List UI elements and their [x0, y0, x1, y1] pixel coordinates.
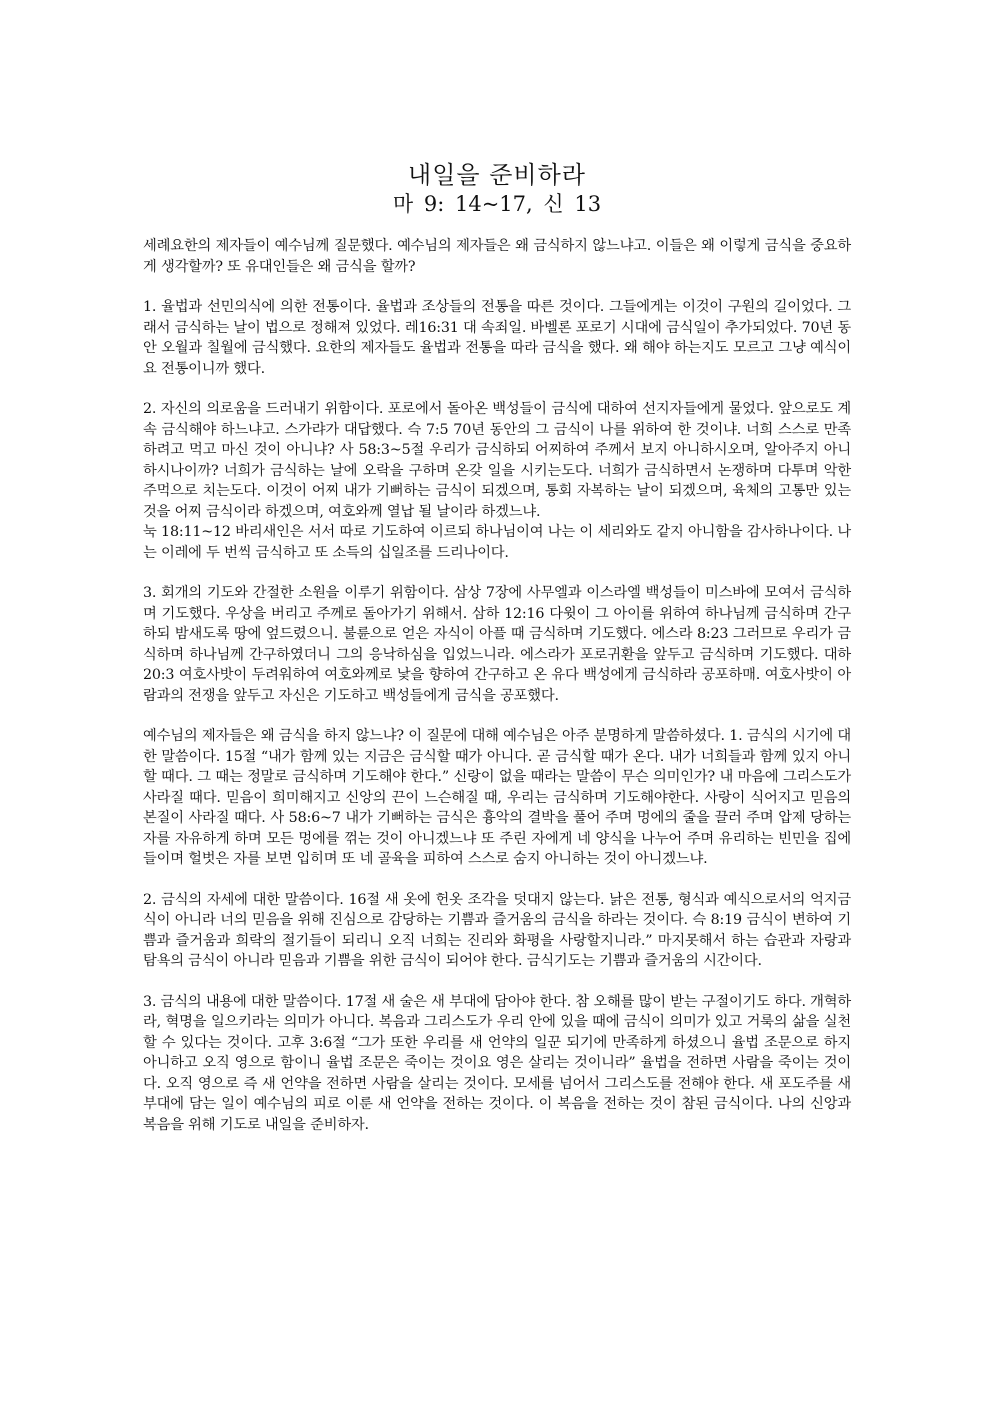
paragraph-intro: [143, 236, 851, 277]
paragraph-text: 1. 율법과 선민의식에 의한 전통이다. 율법과 조상들의 전통을 따른 것이다. 그들에게는 이것이 구원의 길이었다. 그래서 금식하는 날이 법으로 정해져 있었다. 레16:31 대 속죄일. 바벨론 포로기 시대에 금식일이 추가되었다. 70년 동안 오월과 칠월에 금식했다. 요한의 제자들도 율법과 전통을 따라 금식을 했다. 왜 해야 하는지도 모르고 그냥 예식이요 전통이니까 했다.: [143, 299, 851, 377]
paragraph-point-2: [143, 399, 851, 563]
paragraph-answer-3: [143, 992, 851, 1136]
paragraph-point-3: [143, 583, 851, 706]
paragraph-text: 눅 18:11~12 바리새인은 서서 따로 기도하여 이르되 하나님이여 나는 이 세리와도 같지 아니함을 감사하나이다. 나는 이레에 두 번씩 금식하고 또 소득의 십일조를 드리나이다.: [143, 524, 851, 561]
scripture-reference: 마 9: 14~17, 신 13: [392, 192, 602, 216]
paragraph-text: 세례요한의 제자들이 예수님께 질문했다. 예수님의 제자들은 왜 금식하지 않느냐고. 이들은 왜 이렇게 금식을 중요하게 생각할까? 또 유대인들은 왜 금식을 할까?: [143, 238, 851, 275]
paragraph-text: 2. 금식의 자세에 대한 말씀이다. 16절 새 옷에 헌옷 조각을 덧대지 않는다. 낡은 전통, 형식과 예식으로서의 억지금식이 아니라 너의 믿음을 위해 진심으로 감당하는 기쁨과 즐거움의 금식을 하라는 것이다. 슥 8:19 금식이 변하여 기쁨과 즐거움과 희락의 절기들이 되리니 오직 너희는 진리와 화평을 사랑할지니라.” 마지못해서 하는 습관과 자랑과 탐욕의 금식이 아니라 믿음과 기쁨을 위한 금식이 되어야 한다. 금식기도는 기쁨과 즐거움의 시간이다.: [143, 891, 851, 969]
paragraph-text: 2. 자신의 의로움을 드러내기 위함이다. 포로에서 돌아온 백성들이 금식에 대하여 선지자들에게 물었다. 앞으로도 계속 금식해야 하느냐고. 스가랴가 대답했다. 슥 7:5 70년 동안의 그 금식이 나를 위하여 한 것이냐. 너희 스스로 만족하려고 먹고 마신 것이 아니냐? 사 58:3~5절 우리가 금식하되 어찌하여 주께서 보지 아니하시오며, 알아주지 아니하시나이까? 너희가 금식하는 날에 오락을 구하며 온갖 일을 시키는도다. 너희가 금식하면서 논쟁하며 다투며 악한 주먹으로 치는도다. 이것이 어찌 내가 기뻐하는 금식이 되겠으며, 통회 자복하는 날이 되겠으며, 육체의 고통만 있는 것을 어찌 금식이라 하겠으며, 여호와께 열납 될 날이라 하겠느냐.: [143, 401, 851, 520]
paragraph-answer-2: [143, 890, 851, 972]
paragraph-text: 3. 금식의 내용에 대한 말씀이다. 17절 새 술은 새 부대에 담아야 한다. 참 오해를 많이 받는 구절이기도 하다. 개혁하라, 혁명을 일으키라는 의미가 아니다. 복음과 그리스도가 우리 안에 있을 때에 금식이 의미가 있고 거룩의 삶을 실천할 수 있다는 것이다. 고후 3:6절 “그가 또한 우리를 새 언약의 일꾼 되기에 만족하게 하셨으니 율법 조문으로 하지 아니하고 오직 영으로 함이니 율법 조문은 죽이는 것이요 영은 살리는 것이니라” 율법을 전하면 사람을 죽이는 것이다. 오직 영으로 즉 새 언약을 전하면 사람을 살리는 것이다. 모세를 넘어서 그리스도를 전해야 한다. 새 포도주를 새 부대에 담는 일이 예수님의 피로 이룬 새 언약을 전하는 것이다. 이 복음을 전하는 것이 참된 금식이다. 나의 신앙과 복음을 위해 기도로 내일을 준비하자.: [143, 993, 851, 1133]
paragraph-text: 3. 회개의 기도와 간절한 소원을 이루기 위함이다. 삼상 7장에 사무엘과 이스라엘 백성들이 미스바에 모여서 금식하며 기도했다. 우상을 버리고 주께로 돌아가기 위해서. 삼하 12:16 다윗이 그 아이를 위하여 하나님께 금식하며 간구하되 밤새도록 땅에 엎드렸으니. 불륜으로 얻은 자식이 아플 때 금식하며 기도했다. 에스라 8:23 그러므로 우리가 금식하며 하나님께 간구하였더니 그의 응낙하심을 입었느니라. 에스라가 포로귀환을 앞두고 금식하며 기도했다. 대하 20:3 여호사밧이 두려워하여 여호와께로 낯을 향하여 간구하고 온 유다 백성에게 금식하라 공포하매. 여호사밧이 아람과의 전쟁을 앞두고 자신은 기도하고 백성들에게 금식을 공포했다.: [143, 585, 851, 704]
paragraph-point-1: [143, 297, 851, 379]
paragraph-text: 예수님의 제자들은 왜 금식을 하지 않느냐? 이 질문에 대해 예수님은 아주 분명하게 말씀하셨다. 1. 금식의 시기에 대한 말씀이다. 15절 “내가 함께 있는 지금은 금식할 때가 아니다. 곧 금식할 때가 온다. 내가 너희들과 함께 있지 아니할 때다. 그 때는 정말로 금식하며 기도해야 한다.” 신랑이 없을 때라는 말씀이 무슨 의미인가? 내 마음에 그리스도가 사라질 때다. 믿음이 희미해지고 신앙의 끈이 느슨해질 때, 우리는 금식하며 기도해야한다. 사랑이 식어지고 믿음의 본질이 사라질 때다. 사 58:6~7 내가 기뻐하는 금식은 흉악의 결박을 풀어 주며 멍에의 줄을 끌러 주며 압제 당하는 자를 자유하게 하며 모든 멍에를 꺾는 것이 아니겠느냐 또 주린 자에게 네 양식을 나누어 주며 유리하는 빈민을 집에 들이며 헐벗은 자를 보면 입히며 또 네 골육을 피하여 스스로 숨지 아니하는 것이 아니겠느냐.: [143, 728, 851, 867]
document-page: [143, 160, 851, 1155]
paragraph-answer-1: [143, 726, 851, 870]
document-title: 내일을 준비하라: [408, 161, 586, 189]
